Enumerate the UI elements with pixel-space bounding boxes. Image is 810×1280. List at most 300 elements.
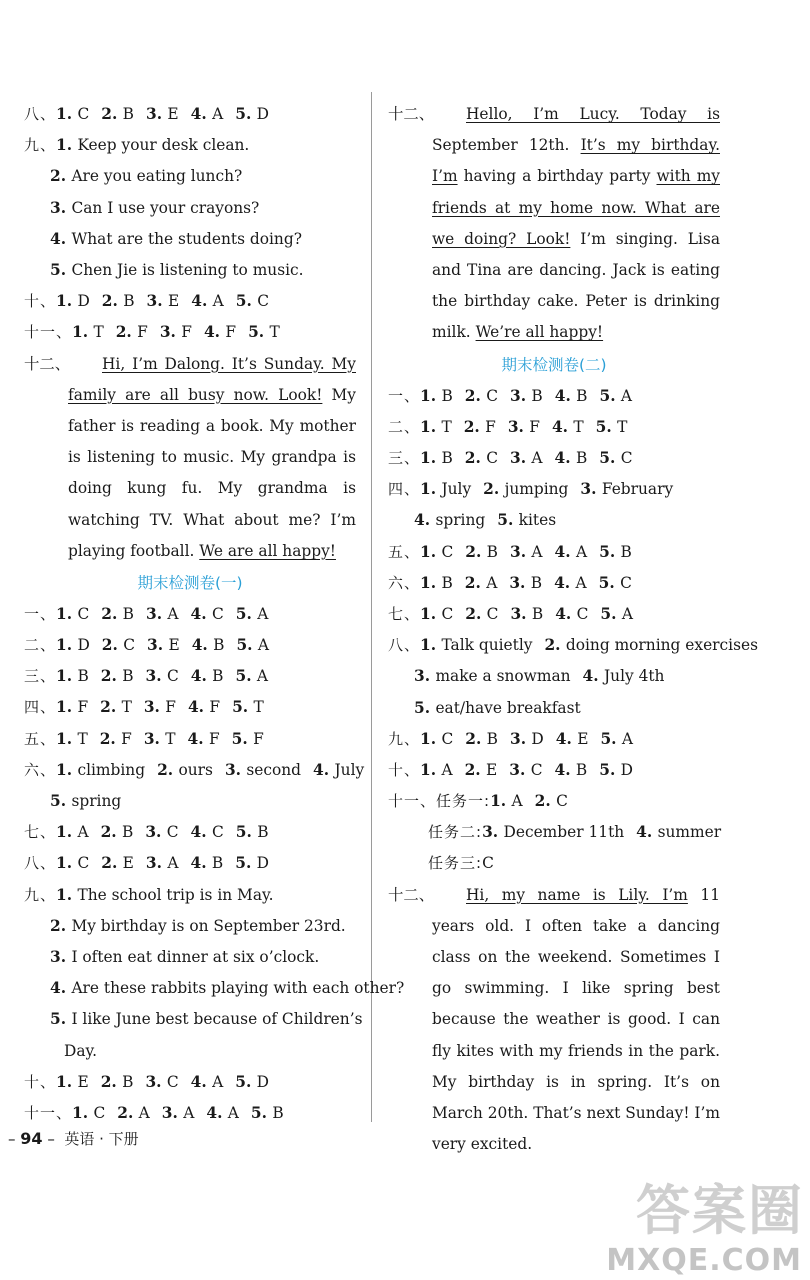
question-number: 4. (190, 823, 212, 842)
answer-item (465, 755, 498, 786)
question-number: 3. (143, 729, 166, 748)
question-number: 3. (509, 729, 532, 748)
answer-line (24, 99, 356, 130)
answer-text: B (213, 636, 225, 655)
question-number: 1. (420, 636, 442, 655)
question-number: 1. (420, 729, 442, 748)
watermark-url: MXQE.COM (606, 1243, 802, 1278)
answer-text: F (77, 698, 89, 717)
answer-item (236, 286, 269, 317)
answer-item (465, 381, 498, 412)
answer-text: B (531, 386, 543, 405)
answer-item (147, 286, 180, 317)
answer-text: C (486, 449, 498, 467)
answer-text: I often eat dinner at six o’clock. (71, 947, 320, 966)
question-number: 5. (236, 636, 258, 655)
section-marker: 四、 (24, 698, 57, 717)
underlined-text: Hello, I’m Lucy. Today is (466, 105, 720, 123)
answer-text: Keep your desk clean. (77, 136, 250, 155)
answer-line (24, 942, 356, 973)
answer-text: A (575, 573, 587, 592)
answer-item (192, 630, 225, 661)
passage-text: 11 years old. I often take a dancing class on the weekend. Sometimes I go swimming. I like spring best because the weather is good. I can fly kites with my friends in the park. My birthday is in spring. It’s on March 20th. That’s next Sunday! I’m very excited. (432, 885, 720, 1154)
answer-line (388, 630, 758, 661)
answer-text: C (77, 854, 90, 873)
answer-item (100, 724, 132, 755)
section-marker: 二、 (24, 636, 57, 655)
question-number: 5. (50, 1010, 72, 1029)
question-number: 4. (190, 854, 212, 873)
answer-text: A (138, 1103, 150, 1122)
answer-item (420, 724, 453, 755)
answer-text: T (165, 729, 176, 748)
question-number: 3. (482, 823, 504, 842)
answer-text: B (441, 449, 453, 467)
answer-text: A (257, 604, 269, 623)
underlined-text: We’re all happy! (475, 323, 604, 342)
answer-line (24, 1004, 363, 1035)
question-number: 5. (235, 823, 258, 842)
answer-text: C (530, 760, 543, 779)
question-number: 1. (420, 760, 442, 779)
question-number: 2. (100, 823, 123, 842)
answer-item (146, 599, 179, 630)
answer-text: F (209, 698, 221, 717)
answer-item (232, 724, 264, 755)
answer-item (509, 568, 542, 599)
answer-text: A (212, 1072, 224, 1091)
answer-text: E (167, 292, 180, 311)
answer-item (636, 817, 721, 848)
answer-block (24, 99, 356, 349)
answer-item (157, 755, 213, 786)
question-number: 4. (554, 542, 576, 561)
answer-text: eat/have breakfast (435, 698, 581, 717)
question-number: 3. (509, 449, 532, 467)
answer-item (235, 99, 269, 130)
answer-item (56, 1067, 89, 1098)
answer-text: B (486, 729, 498, 748)
question-number: 3. (509, 542, 532, 561)
question-number: 1. (420, 604, 442, 623)
answer-text: A (212, 105, 224, 123)
answer-line (24, 817, 356, 848)
answer-text: second (246, 760, 302, 779)
answer-text: doing morning exercises (565, 636, 758, 655)
answer-text: C (441, 729, 454, 748)
answer-text: T (77, 729, 88, 748)
question-number: 4. (190, 604, 212, 623)
column-divider (371, 92, 372, 1122)
answer-item (102, 286, 135, 317)
answer-item (251, 1098, 284, 1129)
section-marker: 九、 (388, 729, 421, 748)
answer-text: F (121, 729, 132, 748)
answer-line (388, 381, 720, 412)
answer-line (388, 661, 720, 692)
answer-item (544, 630, 758, 661)
answer-line (24, 130, 356, 161)
question-number: 5. (599, 542, 621, 561)
question-number: 1. (56, 136, 78, 155)
question-number: 2. (101, 636, 124, 655)
question-number: 4. (554, 573, 576, 592)
section-heading: 期末检测卷(一) (137, 573, 243, 592)
question-number: 2. (534, 792, 557, 811)
answer-item (465, 599, 498, 630)
answer-text: F (165, 698, 176, 717)
answer-item (50, 911, 346, 942)
answer-item (101, 848, 134, 879)
answer-text: B (441, 573, 453, 592)
section-marker: 四、 (388, 480, 421, 499)
section-marker: 六、 (388, 573, 421, 592)
answer-item (146, 848, 179, 879)
answer-text: A (511, 792, 523, 811)
answer-text: Day. (64, 1041, 98, 1060)
underlined-text: It’s my birthday. I’m (432, 136, 720, 186)
answer-text: C (166, 1072, 179, 1091)
answer-text: The school trip is in May. (77, 885, 274, 904)
question-number: 2. (464, 449, 487, 467)
answer-text: E (577, 729, 589, 748)
answer-text: C (576, 604, 589, 623)
answer-text: C (93, 1103, 106, 1122)
answer-text: C (620, 449, 633, 467)
answer-item (146, 661, 179, 692)
page-number: 94 (20, 1129, 43, 1148)
answer-text: B (576, 386, 588, 405)
answer-item (510, 724, 544, 755)
section-marker: 六、 (24, 760, 57, 779)
answer-text: C (441, 604, 454, 623)
answer-item (509, 755, 542, 786)
question-number: 4. (190, 1072, 213, 1091)
question-number: 2. (465, 604, 487, 623)
answer-line (24, 1098, 356, 1129)
answer-item (232, 692, 264, 723)
answer-text: D (256, 105, 270, 123)
answer-line (24, 880, 356, 911)
answer-item (146, 99, 179, 130)
answer-item (600, 599, 633, 630)
answer-item (204, 317, 236, 348)
answer-text: E (167, 105, 179, 123)
question-number: 3. (510, 604, 532, 623)
section-marker: 二、 (388, 417, 421, 436)
answer-item (465, 443, 498, 474)
answer-text: B (122, 667, 134, 686)
answer-line (24, 1036, 356, 1067)
question-number: 1. (420, 386, 442, 405)
answer-text: E (168, 636, 180, 655)
passage-text: My father is reading a book. My mother is listening to music. My grandpa is doing kung fu. My grandma is watching TV. What about me? I’m playing football. (68, 385, 356, 560)
answer-line (24, 161, 356, 192)
answer-item (554, 568, 587, 599)
question-number: 3. (145, 1072, 167, 1091)
answer-item (50, 255, 304, 286)
answer-item (101, 817, 134, 848)
answer-item (414, 505, 485, 536)
answer-text: T (253, 698, 264, 717)
answer-text: T (573, 417, 584, 436)
passage-text: I’m singing. Lisa and Tina are dancing. Jack is eating the birthday cake. Peter is drinking milk. (432, 229, 721, 342)
answer-text: kites (518, 511, 557, 530)
section-marker: 九、 (24, 136, 57, 155)
answer-item (420, 412, 452, 443)
answer-text: C (482, 854, 494, 873)
answer-item (206, 1098, 239, 1129)
task-label: 任务三: (428, 854, 483, 873)
question-number: 2. (100, 1072, 123, 1091)
question-number: 5. (235, 667, 257, 686)
answer-item (599, 537, 632, 568)
section-marker: 一、 (388, 386, 421, 405)
answer-text: spring (435, 511, 486, 530)
answer-item (56, 848, 89, 879)
watermark-logo (606, 1168, 806, 1278)
answer-text: December 11th (503, 823, 625, 842)
answer-text: I like June best because of Children’s (71, 1010, 363, 1029)
question-number: 1. (420, 417, 442, 436)
answer-item (191, 99, 224, 130)
question-number: 4. (206, 1103, 228, 1122)
question-number: 5. (497, 511, 519, 530)
question-number: 1. (56, 604, 78, 623)
answer-text: B (122, 105, 134, 123)
answer-line (24, 599, 356, 630)
answer-text: A (257, 636, 270, 655)
answer-line (24, 661, 356, 692)
underlined-text: with my friends at my home now. What are we doing? Look! (432, 167, 720, 248)
answer-item (420, 474, 471, 505)
question-number: 4. (554, 760, 576, 779)
section-marker: 十、 (24, 1072, 57, 1091)
answer-text: July (441, 480, 472, 499)
question-number: 1. (56, 729, 78, 748)
question-number: 4. (551, 417, 574, 436)
answer-item (580, 474, 673, 505)
answer-item (191, 1067, 224, 1098)
passage-text: September 12th. (432, 136, 581, 155)
answer-text: spring (71, 792, 122, 811)
answer-item (50, 786, 121, 817)
answer-text: summer (657, 823, 722, 842)
answer-block (388, 381, 758, 880)
question-number: 5. (231, 729, 254, 748)
answer-text: D (256, 1072, 270, 1091)
answer-item (414, 693, 581, 724)
answer-item (102, 630, 135, 661)
question-number: 4. (50, 979, 72, 998)
answer-text: D (531, 729, 544, 748)
question-number: 3. (580, 480, 602, 499)
answer-item (583, 661, 665, 692)
answer-text: B (212, 667, 224, 686)
answer-text: B (486, 542, 498, 561)
question-number: 4. (191, 636, 214, 655)
answer-line (24, 848, 356, 879)
answer-item (191, 661, 224, 692)
answer-text: D (620, 760, 634, 779)
question-number: 3. (145, 667, 167, 686)
answer-item (56, 692, 88, 723)
answer-text: A (183, 1103, 195, 1122)
answer-item (56, 817, 89, 848)
answer-line (388, 755, 720, 786)
section-heading: 期末检测卷(二) (501, 355, 607, 374)
answer-item (236, 817, 269, 848)
question-number: 1. (420, 542, 442, 561)
answer-item (420, 599, 453, 630)
question-number: 1. (56, 1072, 78, 1091)
answer-text: A (441, 760, 453, 779)
question-number: 5. (600, 604, 622, 623)
answer-line (388, 786, 720, 817)
answer-item (50, 942, 319, 973)
answer-item (225, 755, 301, 786)
answer-line (388, 599, 720, 630)
answer-line (388, 474, 720, 505)
section-marker: 八、 (24, 854, 57, 873)
answer-text: E (122, 854, 134, 873)
watermark-text: 答案圈 (636, 1179, 804, 1242)
answer-item (101, 99, 134, 130)
question-number: 3. (145, 105, 168, 123)
answer-item (420, 381, 453, 412)
answer-text: B (257, 823, 269, 842)
question-number: 5. (248, 323, 270, 342)
question-number: 1. (490, 792, 512, 811)
answer-item (482, 817, 624, 848)
answer-item (596, 412, 628, 443)
answer-item (510, 443, 543, 474)
answer-text: February (601, 480, 674, 499)
answer-item (248, 317, 280, 348)
answer-text: A (531, 449, 543, 467)
answer-text: B (620, 542, 632, 561)
answer-item (162, 1098, 195, 1129)
answer-item (236, 630, 269, 661)
passage-twelve (388, 99, 720, 349)
question-number: 4. (554, 386, 577, 405)
answer-item (56, 661, 89, 692)
question-number: 2. (463, 417, 486, 436)
question-number: 1. (56, 854, 78, 873)
answer-item (599, 443, 632, 474)
question-number: 3. (146, 292, 168, 311)
answer-text: A (575, 542, 588, 561)
left-column (24, 99, 405, 1129)
answer-item (497, 505, 556, 536)
answer-text: C (166, 667, 179, 686)
question-number: 3. (509, 386, 532, 405)
question-number: 3. (145, 823, 167, 842)
answer-item (420, 630, 532, 661)
answer-item (599, 381, 632, 412)
answer-text: C (486, 386, 498, 405)
question-number: 4. (187, 698, 210, 717)
answer-text: C (166, 823, 179, 842)
answer-text: B (211, 854, 224, 873)
answer-line (24, 911, 356, 942)
question-number: 5. (50, 260, 72, 279)
answer-text: jumping (504, 480, 569, 499)
answer-text: Are these rabbits playing with each other? (71, 979, 405, 998)
answer-text: Chen Jie is listening to music. (71, 260, 304, 279)
answer-text: C (556, 792, 568, 811)
answer-text: D (77, 292, 90, 311)
question-number: 3. (143, 698, 166, 717)
section-marker: 五、 (24, 729, 57, 748)
answer-item (72, 317, 104, 348)
answer-item (510, 381, 543, 412)
task-label: 任务二: (428, 823, 483, 842)
question-number: 2. (544, 636, 566, 655)
answer-line (388, 848, 720, 879)
question-number: 2. (483, 480, 505, 499)
underlined-text: Hi, I’m Dalong. It’s Sunday. My family are all busy now. Look! (68, 354, 356, 404)
section-marker: 十二、 (24, 354, 71, 373)
answer-text: C (77, 105, 90, 123)
answer-item (555, 599, 588, 630)
question-number: 4. (203, 323, 226, 342)
question-number: 5. (250, 1103, 273, 1122)
answer-item (50, 973, 404, 1004)
answer-text: E (77, 1072, 89, 1091)
question-number: 1. (56, 885, 78, 904)
question-number: 1. (56, 698, 78, 717)
answer-item (191, 817, 224, 848)
answer-item (50, 161, 242, 192)
question-number: 2. (50, 167, 72, 186)
answer-text: E (486, 760, 498, 779)
answer-item (144, 692, 176, 723)
answer-item (191, 286, 224, 317)
passage-twelve (388, 880, 720, 1161)
underlined-text: We are all happy! (199, 541, 336, 560)
answer-item (147, 630, 180, 661)
answer-line (388, 817, 720, 848)
answer-item (144, 724, 176, 755)
question-number: 3. (161, 1103, 184, 1122)
question-number: 5. (50, 792, 72, 811)
answer-text: My birthday is on September 23rd. (71, 916, 346, 935)
answer-item (160, 317, 192, 348)
question-number: 3. (224, 760, 247, 779)
section-marker: 十一、 (24, 323, 73, 342)
answer-item (56, 755, 145, 786)
answer-text: July (334, 760, 365, 779)
answer-text: A (77, 823, 89, 842)
answer-text: What are the students doing? (71, 229, 302, 248)
answer-text: A (167, 854, 179, 873)
answer-line (24, 255, 356, 286)
answer-item (101, 1067, 134, 1098)
section-marker: 十、 (24, 292, 57, 311)
section-marker: 七、 (24, 823, 57, 842)
question-number: 2. (101, 292, 124, 311)
answer-text: B (531, 604, 544, 623)
answer-line (24, 630, 356, 661)
question-number: 4. (555, 729, 578, 748)
question-number: 5. (599, 386, 621, 405)
section-marker: 十一、 (388, 792, 437, 811)
question-number: 5. (599, 449, 621, 467)
question-number: 3. (159, 323, 182, 342)
answer-text: F (529, 417, 540, 436)
answer-text: D (77, 636, 90, 655)
